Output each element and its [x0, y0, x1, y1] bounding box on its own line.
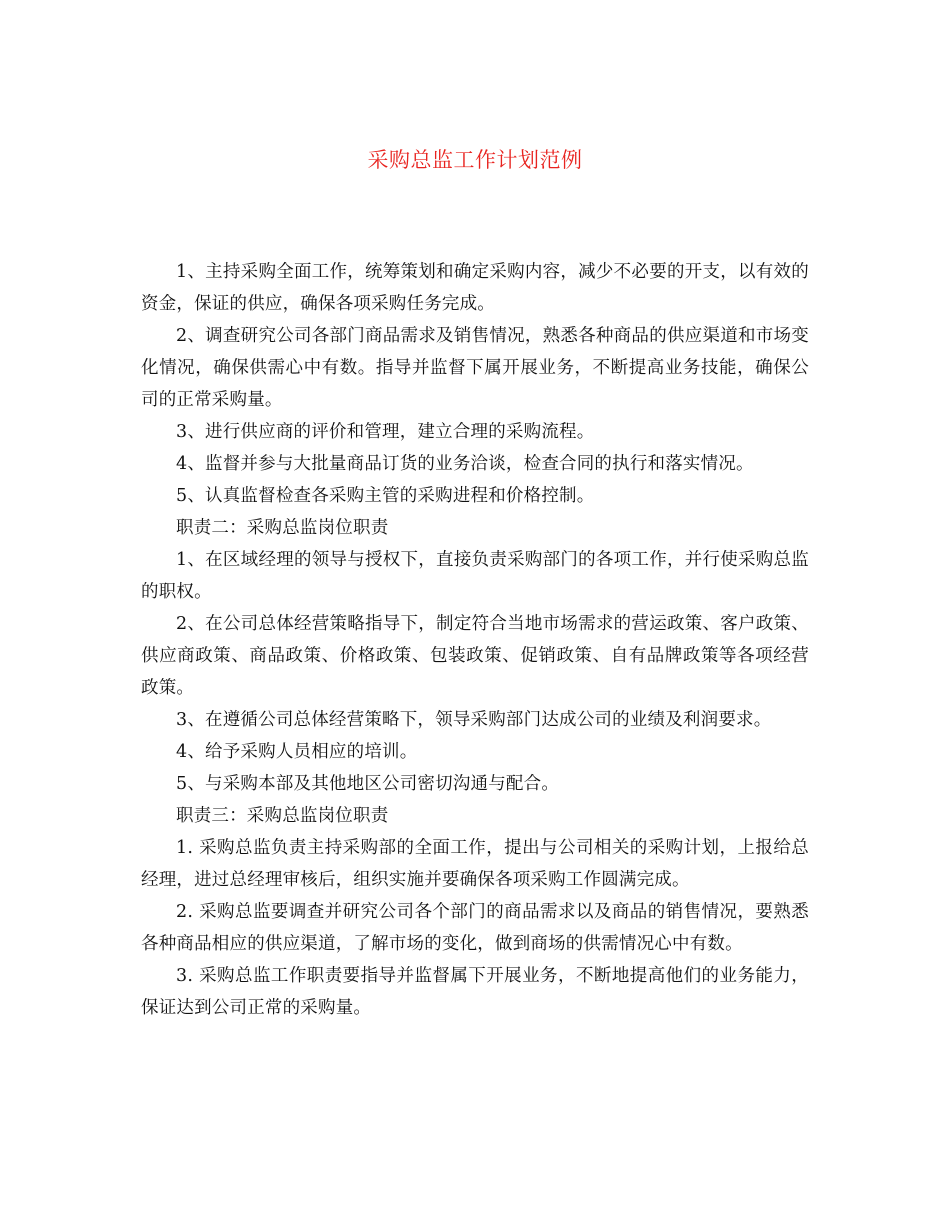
- paragraph: 2、在公司总体经营策略指导下，制定符合当地市场需求的营运政策、客户政策、供应商政策、商品政策、价格政策、包装政策、促销政策、自有品牌政策等各项经营政策。: [141, 614, 809, 698]
- paragraph: 3、进行供应商的评价和管理，建立合理的采购流程。: [176, 422, 595, 442]
- paragraph: 4、给予采购人员相应的培训。: [176, 742, 418, 762]
- paragraph: 4、监督并参与大批量商品订货的业务洽谈，检查合同的执行和落实情况。: [176, 454, 754, 474]
- section-heading: 职责三：采购总监岗位职责: [176, 806, 389, 826]
- paragraph: 5、认真监督检查各采购主管的采购进程和价格控制。: [176, 486, 595, 506]
- paragraph: 1. 采购总监负责主持采购部的全面工作，提出与公司相关的采购计划，上报给总经理，进过总经理审核后，组织实施并要确保各项采购工作圆满完成。: [141, 838, 809, 890]
- paragraph: 2、调查研究公司各部门商品需求及销售情况，熟悉各种商品的供应渠道和市场变化情况，确保供需心中有数。指导并监督下属开展业务，不断提高业务技能，确保公司的正常采购量。: [141, 326, 809, 410]
- document-body: [141, 256, 809, 1024]
- paragraph: 3、在遵循公司总体经营策略下，领导采购部门达成公司的业绩及利润要求。: [176, 710, 772, 730]
- paragraph: 3. 采购总监工作职责要指导并监督属下开展业务，不断地提高他们的业务能力，保证达到公司正常的采购量。: [141, 966, 809, 1018]
- paragraph: 5、与采购本部及其他地区公司密切沟通与配合。: [176, 774, 560, 794]
- document-title: 采购总监工作计划范例: [367, 148, 583, 172]
- paragraph: 1、在区域经理的领导与授权下，直接负责采购部门的各项工作，并行使采购总监的职权。: [141, 550, 809, 602]
- paragraph: 2. 采购总监要调查并研究公司各个部门的商品需求以及商品的销售情况，要熟悉各种商品相应的供应渠道，了解市场的变化，做到商场的供需情况心中有数。: [141, 902, 809, 954]
- section-heading: 职责二：采购总监岗位职责: [176, 518, 389, 538]
- paragraph: 1、主持采购全面工作，统筹策划和确定采购内容，减少不必要的开支，以有效的资金，保证的供应，确保各项采购任务完成。: [141, 262, 809, 314]
